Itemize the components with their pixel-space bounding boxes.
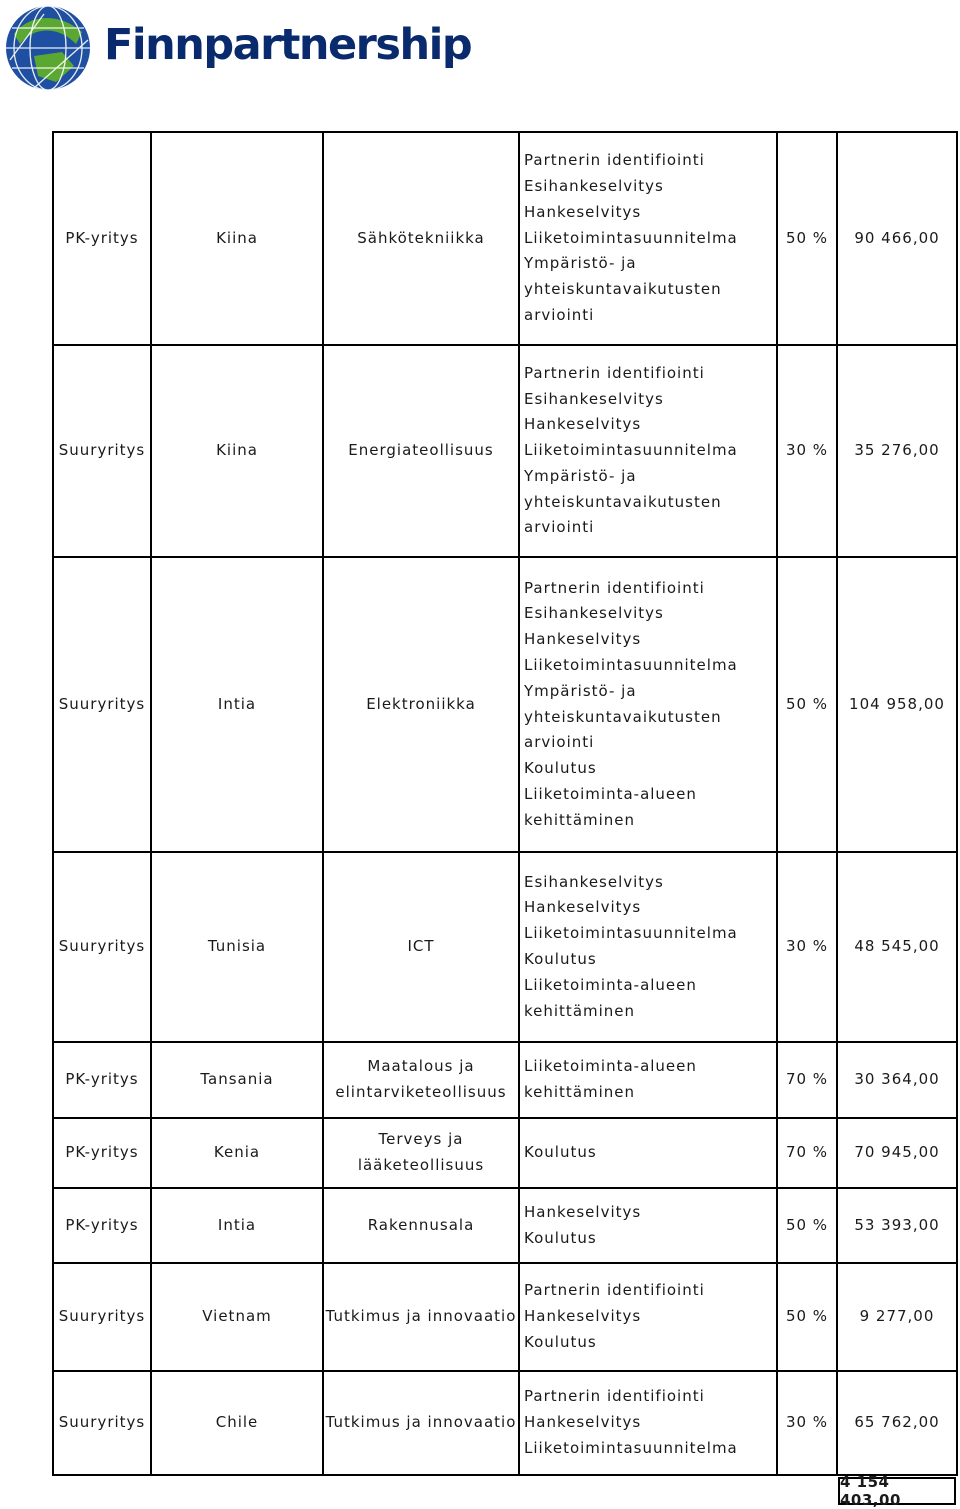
company-type: Suuryritys	[58, 1413, 146, 1432]
activity-line: kehittäminen	[524, 810, 636, 829]
sector-line: Sähkötekniikka	[357, 228, 485, 247]
country: Intia	[217, 1215, 257, 1234]
activity-line: Hankeselvitys	[524, 1202, 642, 1221]
amount: 104 958,00	[849, 694, 945, 713]
company-type: PK-yritys	[65, 1215, 139, 1234]
activity-line: Hankeselvitys	[524, 898, 642, 917]
country: Tunisia	[207, 937, 267, 956]
sector-cell	[324, 1372, 520, 1476]
sector-line: Maatalous ja	[367, 1057, 475, 1076]
country: Intia	[217, 694, 257, 713]
sector-cell	[324, 1043, 520, 1119]
activity-line: Liiketoimintasuunnitelma	[524, 924, 738, 943]
share-percent: 30 %	[785, 1413, 829, 1432]
sector-cell	[324, 346, 520, 558]
country-cell	[152, 346, 324, 558]
activities-cell	[520, 1119, 778, 1189]
country-cell	[152, 1043, 324, 1119]
sector-cell	[324, 1189, 520, 1264]
share-percent: 70 %	[785, 1070, 829, 1089]
activity-line: Koulutus	[524, 1143, 597, 1162]
activity-line: Liiketoimintasuunnitelma	[524, 1438, 738, 1457]
table-row	[54, 346, 958, 558]
company-type-cell	[54, 1043, 152, 1119]
company-type-cell	[54, 1372, 152, 1476]
activity-line: Hankeselvitys	[524, 415, 642, 434]
activity-line: kehittäminen	[524, 1001, 636, 1020]
sector-line: lääketeollisuus	[357, 1156, 485, 1174]
table-row	[54, 1119, 958, 1189]
activity-line: Koulutus	[524, 950, 597, 968]
company-type: PK-yritys	[65, 228, 139, 247]
amount-cell	[838, 558, 958, 853]
activity-line: Liiketoimintasuunnitelma	[524, 655, 738, 674]
activity-line: Koulutus	[524, 759, 597, 778]
share-cell	[778, 1372, 838, 1476]
activity-line: Partnerin identifiointi	[524, 151, 705, 170]
share-cell	[778, 1043, 838, 1119]
amount-cell	[838, 346, 958, 558]
country: Vietnam	[202, 1307, 272, 1326]
company-type-cell	[54, 346, 152, 558]
sector-line: Energiateollisuus	[348, 441, 494, 460]
table-row	[54, 1189, 958, 1264]
activities-cell	[520, 1264, 778, 1372]
company-type: PK-yritys	[65, 1143, 139, 1162]
share-percent: 50 %	[785, 228, 829, 247]
share-percent: 50 %	[785, 694, 829, 713]
page-header	[0, 0, 960, 110]
activity-line: Liiketoiminta-alueen	[524, 975, 697, 994]
country-cell	[152, 1264, 324, 1372]
activities-cell	[520, 1372, 778, 1476]
activity-line: Liiketoimintasuunnitelma	[524, 228, 738, 247]
brand-wordmark: Finnpartnership	[104, 20, 472, 70]
share-cell	[778, 1119, 838, 1189]
activity-line: Hankeselvitys	[524, 1307, 642, 1326]
company-type: PK-yritys	[65, 1070, 139, 1089]
amount: 9 277,00	[859, 1307, 935, 1326]
share-percent: 70 %	[785, 1143, 829, 1162]
share-cell	[778, 1264, 838, 1372]
activity-line: Ympäristö- ja	[524, 681, 637, 700]
sector-line: Tutkimus ja innovaatio	[325, 1307, 517, 1326]
activity-line: Liiketoiminta-alueen	[524, 1057, 697, 1076]
share-percent: 50 %	[785, 1307, 829, 1326]
activity-line: Esihankeselvitys	[524, 389, 664, 408]
grants-table	[52, 131, 958, 1476]
country: Chile	[215, 1413, 259, 1432]
share-percent: 50 %	[785, 1215, 829, 1234]
company-type-cell	[54, 853, 152, 1043]
activity-line: Hankeselvitys	[524, 630, 642, 649]
country-cell	[152, 1119, 324, 1189]
company-type: Suuryritys	[58, 1307, 146, 1326]
sector-cell	[324, 558, 520, 853]
company-type-cell	[54, 1264, 152, 1372]
activity-line: arviointi	[524, 518, 595, 537]
activity-line: Partnerin identifiointi	[524, 1387, 705, 1406]
grants-table-body	[54, 133, 958, 1476]
country: Kiina	[216, 441, 258, 460]
company-type-cell	[54, 558, 152, 853]
table-row	[54, 1043, 958, 1119]
amount: 35 276,00	[854, 441, 940, 460]
amount-cell	[838, 853, 958, 1043]
sector-cell	[324, 1119, 520, 1189]
finnpartnership-globe-logo	[4, 4, 92, 92]
amount: 90 466,00	[854, 228, 940, 247]
table-row	[54, 1372, 958, 1476]
company-type-cell	[54, 1119, 152, 1189]
activity-line: kehittäminen	[524, 1083, 636, 1101]
sector-cell	[324, 1264, 520, 1372]
sector-line: Rakennusala	[367, 1215, 475, 1234]
share-cell	[778, 1189, 838, 1264]
sector-line: Elektroniikka	[366, 694, 476, 713]
amount-cell	[838, 1264, 958, 1372]
sector-line: Tutkimus ja innovaatio	[325, 1413, 517, 1432]
activities-cell	[520, 1189, 778, 1264]
company-type-cell	[54, 133, 152, 346]
activities-cell	[520, 1043, 778, 1119]
activity-line: Koulutus	[524, 1332, 597, 1351]
activities-cell	[520, 346, 778, 558]
country-cell	[152, 1372, 324, 1476]
activity-line: Koulutus	[524, 1228, 597, 1247]
activity-line: arviointi	[524, 733, 595, 752]
share-cell	[778, 853, 838, 1043]
sector-cell	[324, 853, 520, 1043]
country-cell	[152, 853, 324, 1043]
sector-line: Terveys ja	[378, 1130, 464, 1149]
activity-line: Hankeselvitys	[524, 202, 642, 221]
company-type: Suuryritys	[58, 441, 146, 460]
activity-line: Esihankeselvitys	[524, 604, 664, 623]
activity-line: Ympäristö- ja	[524, 254, 637, 273]
sector-cell	[324, 133, 520, 346]
activity-line: Esihankeselvitys	[524, 177, 664, 195]
activity-line: Liiketoimintasuunnitelma	[524, 441, 738, 460]
country-cell	[152, 1189, 324, 1264]
sector-line: elintarviketeollisuus	[335, 1083, 507, 1101]
amount: 65 762,00	[854, 1413, 940, 1432]
activity-line: Partnerin identifiointi	[524, 363, 705, 382]
table-row	[54, 558, 958, 853]
amount-cell	[838, 133, 958, 346]
amount: 30 364,00	[854, 1070, 940, 1089]
table-row	[54, 133, 958, 346]
activity-line: Esihankeselvitys	[524, 872, 664, 891]
activities-cell	[520, 558, 778, 853]
activity-line: yhteiskuntavaikutusten	[524, 280, 722, 299]
company-type: Suuryritys	[58, 694, 146, 713]
activity-line: Partnerin identifiointi	[524, 1281, 705, 1300]
amount: 48 545,00	[854, 937, 940, 956]
activity-line: Hankeselvitys	[524, 1413, 642, 1432]
sector-line: ICT	[407, 937, 435, 956]
share-cell	[778, 558, 838, 853]
country-cell	[152, 558, 324, 853]
amount-cell	[838, 1372, 958, 1476]
country: Tansania	[200, 1070, 274, 1089]
amount: 70 945,00	[854, 1143, 940, 1162]
activity-line: Partnerin identifiointi	[524, 578, 705, 597]
activity-line: Ympäristö- ja	[524, 466, 637, 485]
activities-cell	[520, 853, 778, 1043]
country-cell	[152, 133, 324, 346]
company-type-cell	[54, 1189, 152, 1264]
country: Kenia	[213, 1143, 261, 1162]
amount-cell	[838, 1043, 958, 1119]
table-row	[54, 853, 958, 1043]
table-row	[54, 1264, 958, 1372]
activity-line: Liiketoiminta-alueen	[524, 784, 697, 803]
amount-cell	[838, 1189, 958, 1264]
amount-cell	[838, 1119, 958, 1189]
share-percent: 30 %	[785, 937, 829, 956]
share-cell	[778, 133, 838, 346]
activity-line: yhteiskuntavaikutusten	[524, 707, 722, 726]
activity-line: yhteiskuntavaikutusten	[524, 492, 722, 511]
total-amount: 4 154 403,00	[838, 1477, 956, 1505]
country: Kiina	[216, 228, 258, 247]
share-cell	[778, 346, 838, 558]
share-percent: 30 %	[785, 441, 829, 460]
activity-line: arviointi	[524, 305, 595, 324]
company-type: Suuryritys	[58, 937, 146, 956]
activities-cell	[520, 133, 778, 346]
amount: 53 393,00	[854, 1215, 940, 1234]
